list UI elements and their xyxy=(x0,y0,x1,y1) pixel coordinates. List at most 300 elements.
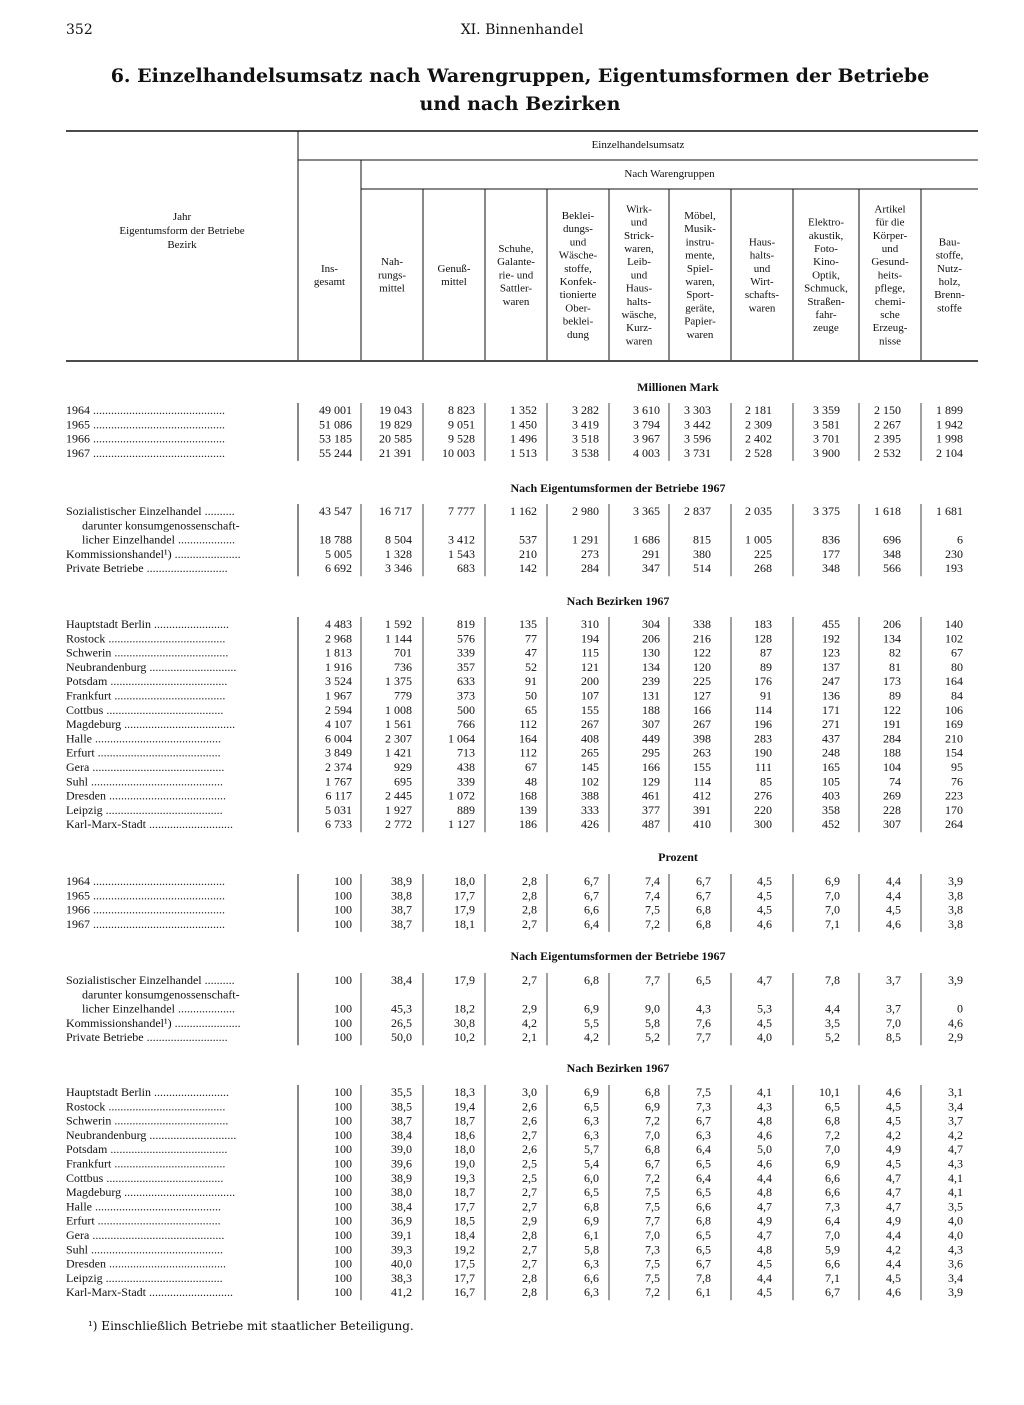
data-cell: 18,1 xyxy=(454,916,475,931)
data-cell: 701 xyxy=(394,645,412,660)
data-cell: 4,4 xyxy=(886,1256,901,1271)
data-cell: 6,8 xyxy=(825,1113,840,1128)
data-cell: 7,1 xyxy=(825,1270,840,1285)
data-cell: 67 xyxy=(951,645,963,660)
data-cell: 4,5 xyxy=(757,902,772,917)
data-cell: 265 xyxy=(581,745,599,760)
column-header: und xyxy=(630,269,648,282)
data-cell: 338 xyxy=(693,617,711,631)
data-cell: 2,5 xyxy=(522,1156,537,1171)
data-cell: 91 xyxy=(760,688,772,703)
data-cell: 6,7 xyxy=(645,1156,660,1171)
data-cell: 633 xyxy=(457,674,475,689)
subsection-heading: Nach Eigentumsformen der Betriebe 1967 xyxy=(510,949,726,963)
column-header: fahr- xyxy=(815,309,837,321)
data-cell: 6,7 xyxy=(696,1256,711,1271)
data-cell: 7,0 xyxy=(825,902,840,917)
data-cell: 100 xyxy=(334,1015,352,1030)
data-cell: 4,4 xyxy=(886,1228,901,1242)
column-header: Genuß- xyxy=(437,262,471,275)
data-cell: 5,2 xyxy=(825,1030,840,1045)
data-cell: 3,9 xyxy=(948,1285,963,1300)
data-cell: 713 xyxy=(457,745,475,760)
data-cell: 2,7 xyxy=(522,973,537,987)
data-cell: 380 xyxy=(693,546,711,561)
data-cell: 112 xyxy=(519,745,537,760)
row-label: Gera ............................................ xyxy=(66,760,225,774)
data-cell: 4,2 xyxy=(886,1242,901,1257)
data-cell: 5,3 xyxy=(757,1001,772,1016)
data-cell: 6,9 xyxy=(825,1156,840,1171)
data-cell: 1 998 xyxy=(936,431,963,446)
data-cell: 889 xyxy=(457,802,475,817)
data-cell: 3,8 xyxy=(948,916,963,931)
data-cell: 48 xyxy=(525,774,537,789)
data-cell: 36,9 xyxy=(391,1213,412,1228)
data-cell: 17,5 xyxy=(454,1256,475,1271)
data-cell: 6,5 xyxy=(584,1185,599,1200)
data-cell: 100 xyxy=(334,1199,352,1214)
column-header: rungs- xyxy=(377,269,407,282)
column-header: tionierte xyxy=(559,289,597,302)
data-cell: 300 xyxy=(754,817,772,832)
column-header: sche xyxy=(880,309,900,321)
data-cell: 310 xyxy=(581,617,599,631)
data-cell: 2 150 xyxy=(874,403,901,417)
data-cell: 836 xyxy=(822,532,840,547)
data-cell: 7,7 xyxy=(696,1030,711,1045)
data-cell: 6,5 xyxy=(696,1228,711,1242)
stub-header: Bezirk xyxy=(167,239,197,251)
row-label: Potsdam ....................................... xyxy=(66,674,228,689)
column-header: stoffe xyxy=(937,302,962,315)
column-header: holz, xyxy=(938,276,961,288)
data-cell: 1 618 xyxy=(874,504,901,518)
data-cell: 114 xyxy=(693,774,711,789)
column-header: Artikel xyxy=(874,203,906,216)
data-cell: 6,1 xyxy=(584,1228,599,1242)
data-cell: 139 xyxy=(519,802,537,817)
row-label: darunter konsumgenossenschaft- xyxy=(82,987,240,1002)
data-cell: 26,5 xyxy=(391,1015,412,1030)
data-cell: 2 445 xyxy=(385,788,412,803)
data-cell: 377 xyxy=(642,802,660,817)
data-cell: 6,4 xyxy=(825,1213,840,1228)
data-cell: 307 xyxy=(883,817,901,832)
data-cell: 38,4 xyxy=(391,973,412,987)
data-cell: 7,5 xyxy=(645,1199,660,1214)
data-cell: 210 xyxy=(945,731,963,746)
page-number: 352 xyxy=(66,22,93,38)
data-cell: 1 008 xyxy=(385,702,412,717)
data-cell: 6 692 xyxy=(325,561,352,576)
data-cell: 38,4 xyxy=(391,1199,412,1214)
column-header: Haus- xyxy=(625,282,653,295)
data-cell: 3 412 xyxy=(448,532,475,547)
data-cell: 145 xyxy=(581,760,599,774)
data-cell: 2,8 xyxy=(522,902,537,917)
data-cell: 307 xyxy=(642,717,660,732)
data-cell: 3 365 xyxy=(633,504,660,518)
data-cell: 19,0 xyxy=(454,1156,475,1171)
data-cell: 3 346 xyxy=(385,561,412,576)
data-cell: 3 375 xyxy=(813,504,840,518)
column-header: Schuhe, xyxy=(498,243,534,255)
data-cell: 7,0 xyxy=(886,1015,901,1030)
data-cell: 6,5 xyxy=(825,1099,840,1114)
data-cell: 16 717 xyxy=(379,504,412,518)
data-cell: 7,0 xyxy=(645,1127,660,1142)
row-label: Frankfurt ..................................... xyxy=(66,688,226,703)
data-cell: 18,7 xyxy=(454,1113,475,1128)
data-cell: 6,9 xyxy=(584,1213,599,1228)
column-header: chemi- xyxy=(874,295,906,308)
data-cell: 38,0 xyxy=(391,1185,412,1200)
data-cell: 779 xyxy=(394,688,412,703)
data-cell: 6,6 xyxy=(825,1256,840,1271)
data-cell: 17,7 xyxy=(454,1199,475,1214)
data-cell: 9 051 xyxy=(448,417,475,432)
data-cell: 17,7 xyxy=(454,888,475,903)
row-label: Private Betriebe ........................... xyxy=(66,1030,228,1045)
column-header: stoffe, xyxy=(935,249,964,262)
data-cell: 45,3 xyxy=(391,1001,412,1016)
column-header: Nah- xyxy=(381,256,403,269)
data-cell: 102 xyxy=(581,774,599,789)
data-cell: 1 942 xyxy=(936,417,963,432)
data-cell: 7,1 xyxy=(825,916,840,931)
column-header: Brenn- xyxy=(934,289,965,302)
data-cell: 2,9 xyxy=(948,1030,963,1045)
data-cell: 18,0 xyxy=(454,874,475,888)
data-cell: 500 xyxy=(457,702,475,717)
data-cell: 6,5 xyxy=(584,1099,599,1114)
data-cell: 196 xyxy=(754,717,772,732)
data-cell: 173 xyxy=(883,674,901,689)
data-cell: 3,5 xyxy=(825,1015,840,1030)
data-cell: 6,7 xyxy=(825,1285,840,1300)
data-cell: 4,9 xyxy=(886,1142,901,1157)
data-cell: 4,0 xyxy=(948,1213,963,1228)
data-cell: 455 xyxy=(822,617,840,631)
data-cell: 53 185 xyxy=(319,431,352,446)
data-cell: 1 352 xyxy=(510,403,537,417)
row-label: Suhl ............................................ xyxy=(66,1242,224,1257)
data-cell: 4,5 xyxy=(757,1015,772,1030)
data-cell: 127 xyxy=(693,688,711,703)
data-cell: 268 xyxy=(754,561,772,576)
data-cell: 4,3 xyxy=(696,1001,711,1016)
data-cell: 426 xyxy=(581,817,599,832)
data-cell: 2 528 xyxy=(745,445,772,460)
data-cell: 190 xyxy=(754,745,772,760)
data-cell: 391 xyxy=(693,802,711,817)
data-cell: 206 xyxy=(642,631,660,646)
data-cell: 39,3 xyxy=(391,1242,412,1257)
data-cell: 4,3 xyxy=(948,1156,963,1171)
data-cell: 6,6 xyxy=(584,1270,599,1285)
data-cell: 1 927 xyxy=(385,802,412,817)
data-cell: 373 xyxy=(457,688,475,703)
data-cell: 4,3 xyxy=(757,1099,772,1114)
data-cell: 131 xyxy=(642,688,660,703)
data-cell: 122 xyxy=(883,702,901,717)
row-label: Frankfurt ..................................... xyxy=(66,1156,226,1171)
column-header: Ins- xyxy=(320,262,339,275)
data-cell: 134 xyxy=(883,631,901,646)
data-cell: 230 xyxy=(945,546,963,561)
data-cell: 3 303 xyxy=(684,403,711,417)
data-cell: 136 xyxy=(822,688,840,703)
data-cell: 38,9 xyxy=(391,1170,412,1185)
data-cell: 165 xyxy=(822,760,840,774)
column-header: Gesund- xyxy=(871,256,909,269)
column-header: Sattler- xyxy=(499,282,533,295)
data-cell: 7,5 xyxy=(645,1270,660,1285)
data-cell: 4,8 xyxy=(757,1113,772,1128)
data-cell: 7,0 xyxy=(825,1142,840,1157)
data-cell: 815 xyxy=(693,532,711,547)
data-cell: 537 xyxy=(519,532,537,547)
column-header: Körper- xyxy=(872,229,908,242)
data-cell: 2 374 xyxy=(325,760,352,774)
data-cell: 6,8 xyxy=(584,973,599,987)
column-header: waren, xyxy=(685,276,715,288)
data-cell: 106 xyxy=(945,702,963,717)
data-cell: 3,7 xyxy=(886,1001,901,1016)
column-header: Papier- xyxy=(684,315,716,328)
data-cell: 120 xyxy=(693,659,711,674)
data-cell: 284 xyxy=(883,731,901,746)
data-cell: 6,6 xyxy=(825,1170,840,1185)
data-cell: 4,7 xyxy=(757,1228,772,1242)
data-cell: 19,4 xyxy=(454,1099,475,1114)
data-cell: 4,5 xyxy=(886,902,901,917)
data-cell: 929 xyxy=(394,760,412,774)
row-label: 1964 ............................................ xyxy=(66,874,225,888)
data-cell: 6,9 xyxy=(584,1001,599,1016)
data-cell: 2,6 xyxy=(522,1142,537,1157)
row-label: Karl-Marx-Stadt ............................ xyxy=(66,817,233,832)
data-cell: 5,4 xyxy=(584,1156,599,1171)
data-cell: 269 xyxy=(883,788,901,803)
data-cell: 3 524 xyxy=(325,674,352,689)
data-cell: 3,9 xyxy=(948,874,963,888)
data-cell: 3,8 xyxy=(948,888,963,903)
column-header: für die xyxy=(875,216,905,229)
data-cell: 6,5 xyxy=(696,1156,711,1171)
data-cell: 6,8 xyxy=(584,1199,599,1214)
data-cell: 80 xyxy=(951,659,963,674)
data-cell: 3 359 xyxy=(813,403,840,417)
data-cell: 4,7 xyxy=(886,1199,901,1214)
data-cell: 6,5 xyxy=(696,1185,711,1200)
data-cell: 7 777 xyxy=(448,504,475,518)
row-label: Hauptstadt Berlin ......................... xyxy=(66,617,229,631)
data-cell: 100 xyxy=(334,1030,352,1045)
column-header: Strick- xyxy=(624,229,654,242)
data-cell: 10,1 xyxy=(819,1085,840,1099)
data-cell: 10,2 xyxy=(454,1030,475,1045)
data-cell: 408 xyxy=(581,731,599,746)
row-label: Erfurt ......................................... xyxy=(66,745,221,760)
column-header: Leib- xyxy=(627,256,651,269)
row-label: Halle .......................................... xyxy=(66,731,221,746)
data-cell: 3 967 xyxy=(633,431,660,446)
data-cell: 8 823 xyxy=(448,403,475,417)
data-cell: 1 162 xyxy=(510,504,537,518)
data-cell: 4,6 xyxy=(757,1156,772,1171)
data-cell: 3,8 xyxy=(948,902,963,917)
column-header: Schmuck, xyxy=(804,282,848,295)
data-cell: 100 xyxy=(334,1156,352,1171)
data-cell: 271 xyxy=(822,717,840,732)
data-cell: 766 xyxy=(457,717,475,732)
data-cell: 7,2 xyxy=(645,916,660,931)
column-header: Möbel, xyxy=(684,210,716,222)
data-cell: 77 xyxy=(525,631,537,646)
data-cell: 3 610 xyxy=(633,403,660,417)
data-cell: 7,2 xyxy=(645,1285,660,1300)
data-cell: 3,9 xyxy=(948,973,963,987)
data-cell: 100 xyxy=(334,1242,352,1257)
column-header: Wirk- xyxy=(626,203,652,216)
data-cell: 4,4 xyxy=(757,1170,772,1185)
data-cell: 357 xyxy=(457,659,475,674)
data-cell: 200 xyxy=(581,674,599,689)
data-cell: 40,0 xyxy=(391,1256,412,1271)
data-cell: 4,6 xyxy=(757,916,772,931)
column-header: Wäsche- xyxy=(558,249,598,262)
column-header: halts- xyxy=(749,249,775,262)
data-cell: 18,6 xyxy=(454,1127,475,1142)
data-cell: 6,6 xyxy=(584,902,599,917)
data-cell: 194 xyxy=(581,631,599,646)
data-cell: 4,8 xyxy=(757,1242,772,1257)
data-cell: 295 xyxy=(642,745,660,760)
row-label: Leipzig ....................................... xyxy=(66,802,223,817)
data-cell: 239 xyxy=(642,674,660,689)
data-cell: 2 035 xyxy=(745,504,772,518)
row-label: Gera ............................................ xyxy=(66,1228,225,1242)
data-cell: 7,2 xyxy=(645,1113,660,1128)
column-header: Bau- xyxy=(938,236,961,249)
data-cell: 6,4 xyxy=(696,1170,711,1185)
data-cell: 2,6 xyxy=(522,1113,537,1128)
data-cell: 2,7 xyxy=(522,1199,537,1214)
data-cell: 10 003 xyxy=(442,445,475,460)
unit-heading: Prozent xyxy=(658,850,698,864)
data-cell: 18,2 xyxy=(454,1001,475,1016)
column-header: Erzeug- xyxy=(872,322,908,335)
column-header: waren, xyxy=(624,243,654,255)
data-cell: 100 xyxy=(334,1170,352,1185)
column-header: Haus- xyxy=(748,236,776,249)
data-cell: 100 xyxy=(334,916,352,931)
data-cell: 4,6 xyxy=(886,916,901,931)
footnote: ¹) Einschließlich Betriebe mit staatlicher Beteiligung. xyxy=(88,1319,414,1333)
data-cell: 695 xyxy=(394,774,412,789)
data-cell: 183 xyxy=(754,617,772,631)
data-cell: 169 xyxy=(945,717,963,732)
data-cell: 3,1 xyxy=(948,1085,963,1099)
stub-header: Jahr xyxy=(172,211,192,223)
column-header: Beklei- xyxy=(561,210,595,222)
row-label: 1966 ............................................ xyxy=(66,902,225,917)
data-cell: 6 117 xyxy=(325,788,352,803)
data-cell: 6,9 xyxy=(645,1099,660,1114)
data-cell: 3 442 xyxy=(684,417,711,432)
data-cell: 4,2 xyxy=(522,1015,537,1030)
row-label: Magdeburg ..................................... xyxy=(66,717,236,732)
data-cell: 487 xyxy=(642,817,660,832)
row-label: Magdeburg ..................................... xyxy=(66,1185,236,1200)
column-header: Optik, xyxy=(812,269,840,282)
column-header: dungs- xyxy=(563,223,593,236)
subsection-heading: Nach Bezirken 1967 xyxy=(566,1061,670,1075)
data-cell: 55 244 xyxy=(319,445,352,460)
column-header: Musik- xyxy=(684,223,716,236)
data-cell: 2,7 xyxy=(522,916,537,931)
data-cell: 6,9 xyxy=(825,874,840,888)
data-cell: 65 xyxy=(525,702,537,717)
data-cell: 19,2 xyxy=(454,1242,475,1257)
row-label: 1966 ............................................ xyxy=(66,431,225,446)
data-cell: 3,6 xyxy=(948,1256,963,1271)
data-cell: 304 xyxy=(642,617,660,631)
row-label: Neubrandenburg ............................. xyxy=(66,1127,237,1142)
data-cell: 1 767 xyxy=(325,774,352,789)
data-cell: 4,2 xyxy=(886,1127,901,1142)
column-header: Nutz- xyxy=(936,262,963,275)
data-cell: 8,5 xyxy=(886,1030,901,1045)
data-cell: 276 xyxy=(754,788,772,803)
data-cell: 43 547 xyxy=(319,504,352,518)
data-cell: 3,7 xyxy=(948,1113,963,1128)
table-title-line-2: und nach Bezirken xyxy=(419,93,621,115)
data-cell: 154 xyxy=(945,745,963,760)
subsection-heading: Nach Eigentumsformen der Betriebe 1967 xyxy=(510,481,726,495)
data-cell: 7,3 xyxy=(696,1099,711,1114)
data-cell: 6,5 xyxy=(696,973,711,987)
data-cell: 819 xyxy=(457,617,475,631)
data-cell: 4,4 xyxy=(825,1001,840,1016)
data-cell: 4,5 xyxy=(757,1256,772,1271)
data-cell: 3,0 xyxy=(522,1085,537,1099)
data-cell: 2 532 xyxy=(874,445,901,460)
data-cell: 5,8 xyxy=(645,1015,660,1030)
column-header: gesamt xyxy=(313,276,346,288)
data-cell: 130 xyxy=(642,645,660,660)
data-cell: 7,4 xyxy=(645,888,660,903)
row-label: Sozialistischer Einzelhandel .......... xyxy=(66,504,235,518)
data-cell: 18,4 xyxy=(454,1228,475,1242)
data-cell: 223 xyxy=(945,788,963,803)
data-cell: 5 005 xyxy=(325,546,352,561)
data-cell: 4,6 xyxy=(886,1285,901,1300)
data-cell: 100 xyxy=(334,1085,352,1099)
data-cell: 220 xyxy=(754,802,772,817)
data-cell: 438 xyxy=(457,760,475,774)
data-cell: 2,7 xyxy=(522,1256,537,1271)
data-cell: 49 001 xyxy=(319,403,352,417)
data-cell: 50,0 xyxy=(391,1030,412,1045)
data-cell: 1 328 xyxy=(385,546,412,561)
data-cell: 191 xyxy=(883,717,901,732)
data-cell: 461 xyxy=(642,788,660,803)
data-cell: 140 xyxy=(945,617,963,631)
data-cell: 1 064 xyxy=(448,731,475,746)
